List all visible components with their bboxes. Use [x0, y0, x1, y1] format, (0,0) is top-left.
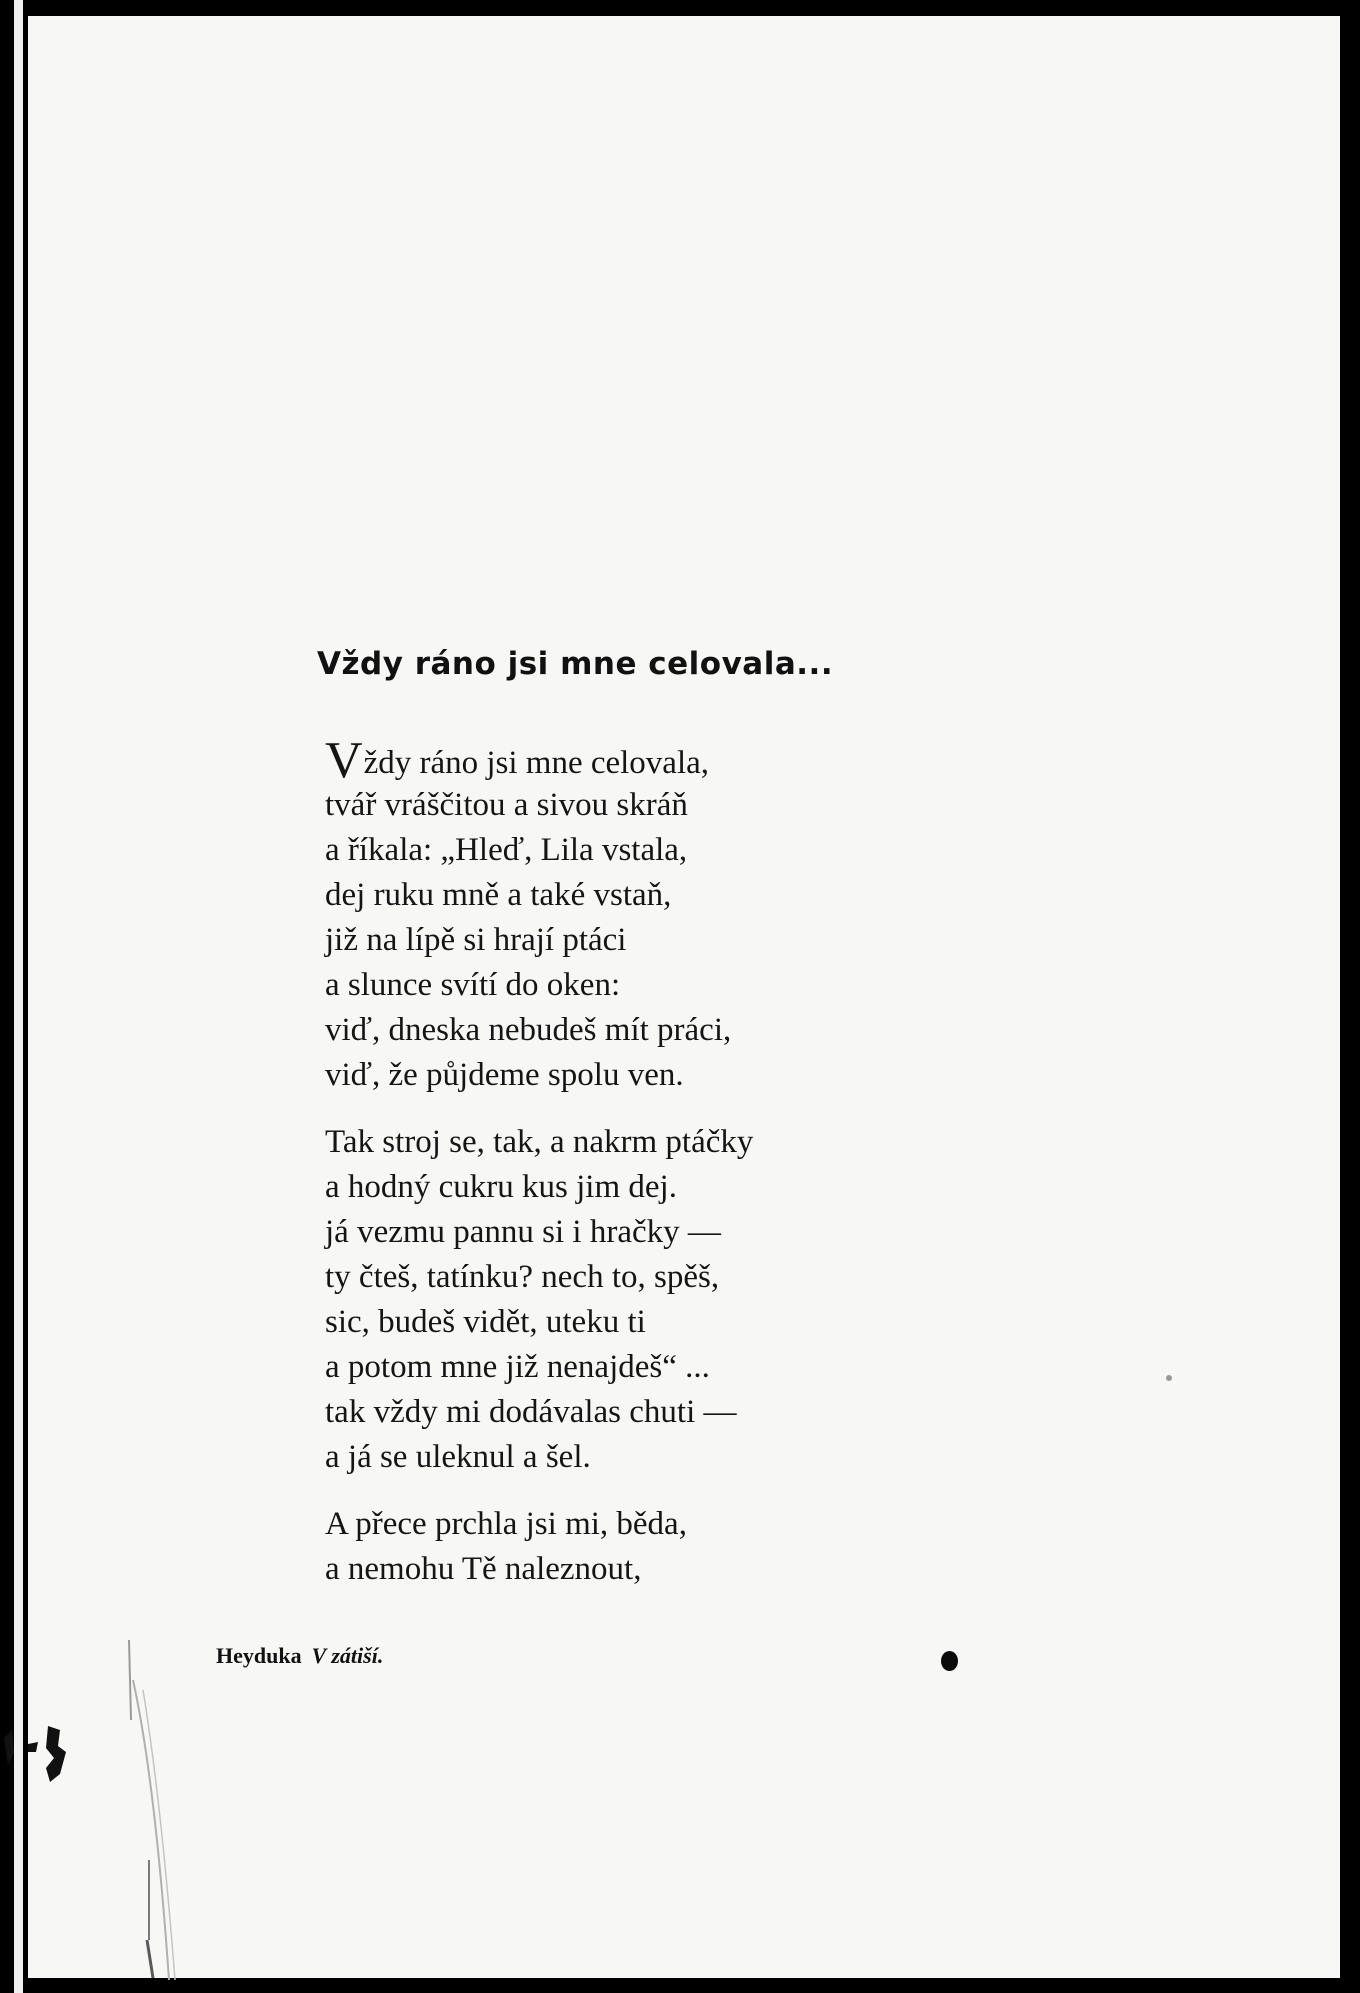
binding-scratch-lines	[125, 1640, 185, 1980]
poem-line: a hodný cukru kus jim dej.	[325, 1169, 677, 1205]
poem-line: tvář vráščitou a sivou skráň	[325, 787, 688, 823]
poem-line: již na lípě si hrají ptáci	[325, 922, 627, 958]
poem-line: a já se uleknul a šel.	[325, 1439, 591, 1475]
poem-line: A přece prchla jsi mi, běda,	[325, 1506, 687, 1542]
stanza-3	[325, 1502, 753, 1592]
footer-author: Heyduka	[216, 1643, 302, 1668]
poem-line: viď, dneska nebudeš mít práci,	[325, 1012, 732, 1048]
ink-blot	[941, 1651, 958, 1671]
poem-line: a potom mne již nenajdeš“ ...	[325, 1349, 710, 1385]
poem-line: a říkala: „Hleď, Lila vstala,	[325, 832, 688, 868]
poem-line: a nemohu Tě naleznout,	[325, 1551, 642, 1587]
poem-line: tak vždy mi dodávalas chuti —	[325, 1394, 737, 1430]
poem-line: sic, budeš vidět, uteku ti	[325, 1304, 646, 1340]
stanza-2	[325, 1120, 753, 1480]
stanza-1	[325, 732, 753, 1098]
poem-line: dej ruku mně a také vstaň,	[325, 877, 672, 913]
poem-title: Vždy ráno jsi mne celovala...	[317, 646, 834, 682]
poem-line: Tak stroj se, tak, a nakrm ptáčky	[325, 1124, 754, 1160]
poem-line: viď, že půjdeme spolu ven.	[325, 1057, 684, 1093]
poem-line-text: ždy ráno jsi mne celovala,	[363, 745, 710, 781]
poem-line: ty čteš, tatínku? nech to, spěš,	[325, 1259, 720, 1295]
poem-line	[325, 732, 753, 789]
poem-line: a slunce svítí do oken:	[325, 967, 621, 1003]
poem-body	[325, 732, 754, 1614]
poem-line: já vezmu pannu si i hračky —	[325, 1214, 721, 1250]
drop-cap: V	[325, 732, 363, 789]
footer-book-title: V zátiší.	[311, 1643, 384, 1668]
page-footer-signature	[216, 1643, 383, 1669]
margin-ink-mark	[0, 1722, 70, 1802]
adjacent-page-edge	[14, 0, 23, 1993]
ink-speck	[1166, 1375, 1172, 1381]
